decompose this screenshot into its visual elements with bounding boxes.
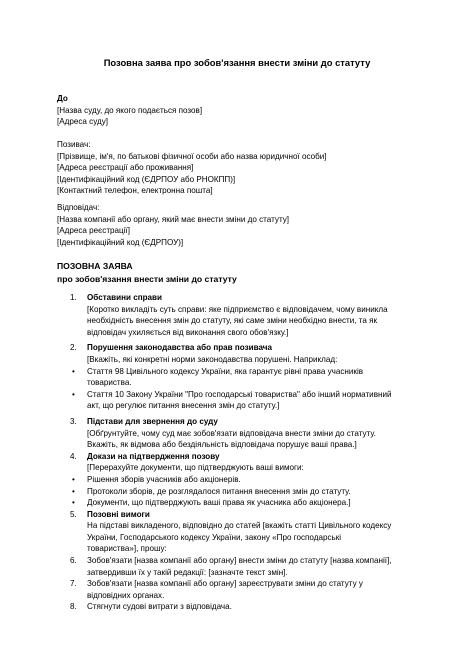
court-address: [Адреса суду] xyxy=(57,117,109,127)
defendant-label: Відповідач: xyxy=(57,203,100,212)
plaintiff-line: [Прізвище, ім'я, по батькові фізичної особи або назва юридичної особи] xyxy=(57,151,327,161)
bullet-item xyxy=(57,497,427,509)
plaintiff-line: [Ідентифікаційний код (ЄДРПОУ або РНОКПП)] xyxy=(57,174,236,184)
bullet-text: Стаття 98 Цивільного кодексу України, яка гарантує рівні права учасників xyxy=(87,366,364,376)
item-number: 1. xyxy=(70,293,77,302)
list-item xyxy=(57,451,427,474)
item-heading: Обставини справи xyxy=(87,293,163,302)
bullet-icon: • xyxy=(72,474,75,484)
item-text: необхідність внесення змін до статуту, які саме зміни необхідно внести, та як xyxy=(87,316,378,326)
defendant-line: [Адреса реєстрації] xyxy=(57,226,130,236)
court-block xyxy=(57,93,427,128)
sections-list xyxy=(57,292,427,613)
item-text: Зобов'язати [назва компанії або органу] внести зміни до статуту [назва компанії], xyxy=(87,556,392,566)
bullet-icon: • xyxy=(72,486,75,496)
list-item xyxy=(57,509,427,555)
bullet-text: Документи, що підтверджують ваші права як учасника або акціонера.] xyxy=(87,498,351,508)
bullet-text: Стаття 10 Закону України "Про господарські товариства" або інший нормативний xyxy=(87,389,392,399)
item-heading: Підстави для звернення до суду xyxy=(87,416,218,426)
bullet-item xyxy=(57,366,427,389)
item-number: 4. xyxy=(70,451,77,461)
item-text: відповідач ухиляється від виконання свого обов'язку.] xyxy=(87,327,289,337)
item-number: 5. xyxy=(70,509,77,519)
claim-title: ПОЗОВНА ЗАЯВА xyxy=(57,261,133,271)
bullet-item xyxy=(57,486,427,498)
item-heading: Порушення законодавства або прав позивача xyxy=(87,343,272,353)
bullet-text: Рішення зборів учасників або акціонерів. xyxy=(87,474,241,484)
item-text: затвердивши їх у такій редакції: [зазначте текст змін]. xyxy=(87,567,288,577)
item-text: відповідних органах. xyxy=(87,590,165,600)
defendant-block xyxy=(57,202,427,248)
list-item xyxy=(57,601,427,613)
item-text: Зобов'язати [назва компанії або органу] зареєструвати зміни до статуту у xyxy=(87,579,363,589)
item-number: 2. xyxy=(70,343,77,353)
list-item xyxy=(57,555,427,578)
item-text: України, Господарського кодексу України, закону «Про господарські xyxy=(87,532,342,542)
item-text: Стягнути судові витрати з відповідача. xyxy=(87,602,232,612)
item-text: [Перерахуйте документи, що підтверджують ваші вимоги: xyxy=(87,463,304,473)
bullet-item xyxy=(57,389,427,412)
plaintiff-line: [Контактний телефон, електронна пошта] xyxy=(57,186,213,196)
bullet-icon: • xyxy=(72,366,75,376)
item-text: Вкажіть, як відмова або бездіяльність відповідача порушує ваші права.] xyxy=(87,440,357,450)
list-item xyxy=(57,342,427,365)
defendant-line: [Назва компанії або органу, який має внести зміни до статуту] xyxy=(57,214,290,224)
item-text: [Коротко викладіть суть справи: яке підприємство є відповідачем, чому виникла xyxy=(87,304,388,314)
item-text: На підставі викладеного, відповідно до статей [вкажіть статті Цивільного кодексу xyxy=(87,521,392,531)
item-number: 3. xyxy=(70,416,77,426)
item-number: 7. xyxy=(70,579,77,589)
bullet-text: товариства. xyxy=(87,378,132,388)
document-title: Позовна заява про зобов'язання внести зміни до статуту xyxy=(103,57,371,68)
item-number: 8. xyxy=(70,602,77,612)
list-item xyxy=(57,416,427,451)
item-heading: Позовні вимоги xyxy=(87,509,150,519)
item-number: 6. xyxy=(70,556,77,566)
claim-subtitle: про зобов'язання внести зміни до статуту xyxy=(57,273,237,284)
bullet-text: Протоколи зборів, де розглядалося питання внесення змін до статуту. xyxy=(87,486,351,496)
item-text: [Вкажіть, які конкретні норми законодавства порушені. Наприклад: xyxy=(87,354,338,364)
list-item xyxy=(57,292,427,338)
bullet-icon: • xyxy=(72,389,75,399)
item-heading: Докази на підтвердження позову xyxy=(87,451,220,461)
claim-heading xyxy=(57,260,237,285)
bullet-item xyxy=(57,474,427,486)
plaintiff-block xyxy=(57,139,427,197)
list-item xyxy=(57,578,427,601)
court-name: [Назва суду, до якого подається позов] xyxy=(57,105,203,115)
plaintiff-label: Позивач: xyxy=(57,140,91,149)
item-text: товариства»], прошу: xyxy=(87,544,167,554)
bullet-icon: • xyxy=(72,498,75,508)
plaintiff-line: [Адреса реєстрації або проживання] xyxy=(57,163,194,173)
item-text: [Обґрунтуйте, чому суд має зобов'язати відповідача внести зміни до статуту. xyxy=(87,428,376,438)
to-label: До xyxy=(57,94,68,103)
bullet-text: акт, що регулює питання внесення змін до статуту.] xyxy=(87,401,280,411)
defendant-line: [Ідентифікаційний код (ЄДРПОУ)] xyxy=(57,237,184,247)
